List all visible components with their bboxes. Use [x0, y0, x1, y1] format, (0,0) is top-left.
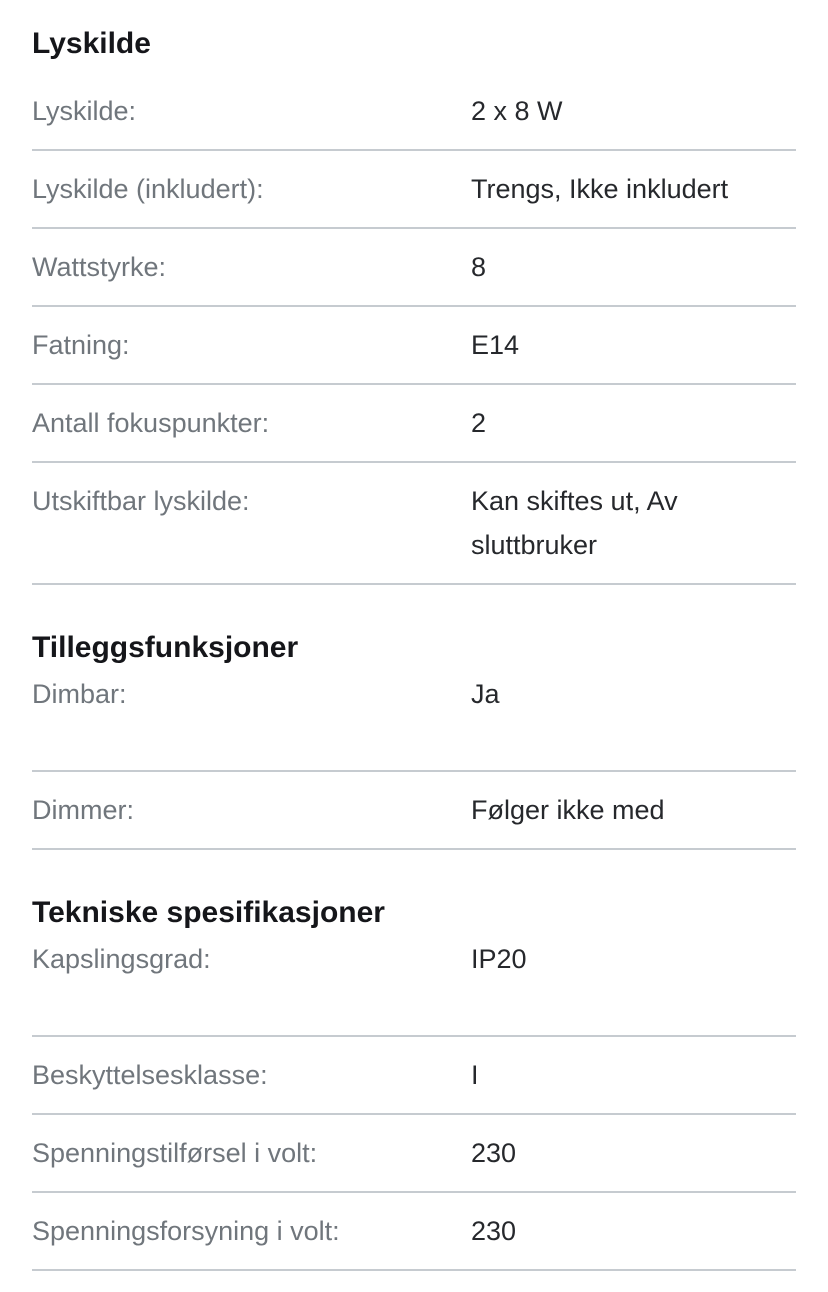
spec-label: Lyskilde: — [32, 96, 137, 126]
spec-value: IP20 — [471, 944, 527, 974]
spec-row — [32, 307, 796, 385]
spec-row — [32, 1037, 796, 1115]
spec-label: Beskyttelsesklasse: — [32, 1060, 268, 1090]
spec-value: 2 x 8 W — [471, 96, 563, 126]
spec-value: E14 — [471, 330, 520, 360]
spec-row — [32, 666, 796, 772]
spec-label: Spenningsforsyning i volt: — [32, 1216, 340, 1246]
spec-row — [32, 772, 796, 850]
spec-label: Dimbar: — [32, 679, 127, 709]
section-title: Lyskilde — [32, 27, 151, 60]
section-lyskilde — [32, 0, 796, 585]
spec-value: Følger ikke med — [471, 795, 665, 825]
section-tilleggsfunksjoner — [32, 585, 796, 850]
section-tekniske-spesifikasjoner — [32, 850, 796, 1271]
spec-row — [32, 463, 796, 585]
spec-value: Ja — [471, 679, 500, 709]
spec-label: Wattstyrke: — [32, 252, 167, 282]
spec-label: Dimmer: — [32, 795, 134, 825]
spec-value: 2 — [471, 408, 487, 438]
spec-value: 8 — [471, 252, 487, 282]
spec-label: Lyskilde (inkludert): — [32, 174, 264, 204]
spec-row — [32, 151, 796, 229]
spec-row — [32, 931, 796, 1037]
section-title: Tekniske spesifikasjoner — [32, 896, 385, 929]
spec-value: 230 — [471, 1138, 517, 1168]
spec-row — [32, 73, 796, 151]
spec-row — [32, 1193, 796, 1271]
spec-value: 230 — [471, 1216, 517, 1246]
spec-value: Trengs, Ikke inkludert — [471, 174, 729, 204]
section-title: Tilleggsfunksjoner — [32, 631, 299, 664]
spec-row — [32, 1115, 796, 1193]
spec-row — [32, 385, 796, 463]
spec-label: Spenningstilførsel i volt: — [32, 1138, 318, 1168]
spec-label: Fatning: — [32, 330, 130, 360]
spec-label: Antall fokuspunkter: — [32, 408, 270, 438]
spec-label: Kapslingsgrad: — [32, 944, 211, 974]
spec-label: Utskiftbar lyskilde: — [32, 486, 250, 516]
spec-value: I — [471, 1060, 479, 1090]
spec-row — [32, 229, 796, 307]
spec-value: Kan skiftes ut, Av sluttbruker — [471, 486, 678, 560]
